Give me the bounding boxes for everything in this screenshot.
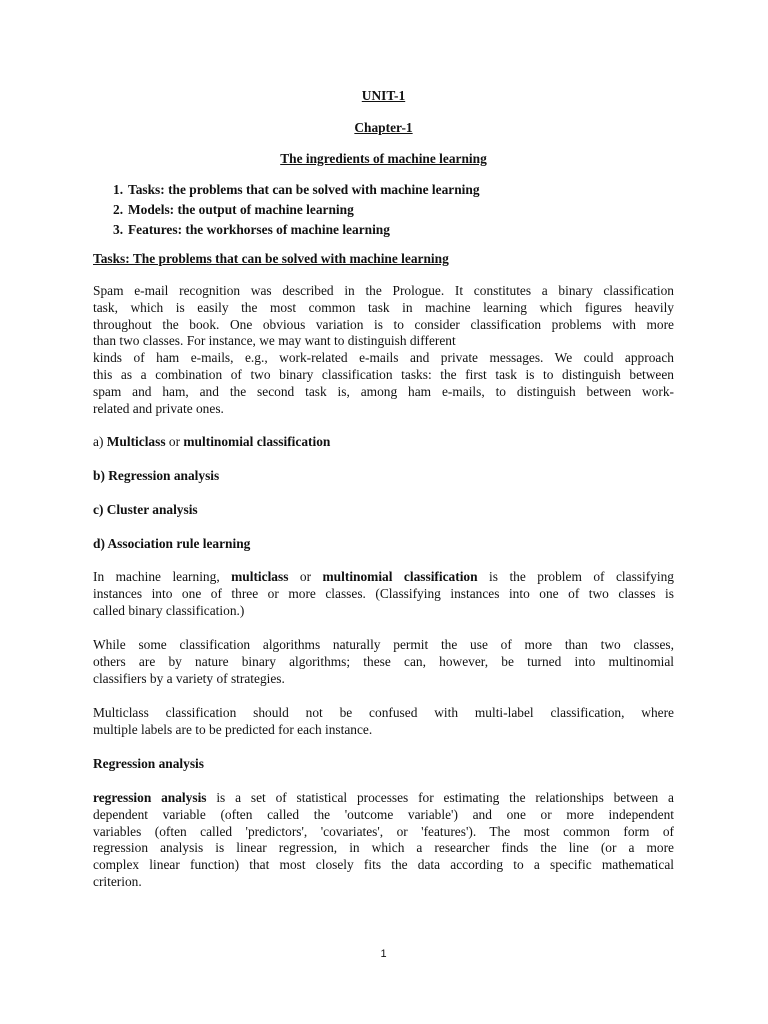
- text-line: Spam e-mail recognition was described in the Prologue. It constitutes a binary classification: [93, 283, 674, 298]
- list-item-number: 3.: [113, 222, 124, 237]
- text-line: called binary classification.): [93, 602, 245, 618]
- text-span: is the problem of classifying: [477, 569, 674, 584]
- paragraph-regression: [93, 790, 674, 891]
- text-line: While some classification algorithms naturally permit the use of more than two classes,: [93, 637, 674, 652]
- list-item: [93, 221, 480, 241]
- text-line: classifiers by a variety of strategies.: [93, 670, 285, 686]
- task-item-c: c) Cluster analysis: [93, 502, 198, 517]
- term-multiclass: multiclass: [231, 569, 289, 584]
- text-line: criterion.: [93, 873, 142, 889]
- list-item: [93, 201, 480, 221]
- unit-heading: UNIT-1: [361, 88, 406, 103]
- intro-list: [93, 181, 480, 241]
- text-line: spam and ham, and the second task is, among ham e-mails, to distinguish between work-: [93, 383, 674, 399]
- text-line: multiple labels are to be predicted for each instance.: [93, 721, 373, 737]
- list-item: [93, 181, 480, 201]
- text-line: instances into one of three or more classes. (Classifying instances into one of two classes is: [93, 585, 674, 601]
- paragraph-algorithms: [93, 637, 674, 687]
- paragraph-spam: [93, 283, 674, 417]
- text-line: [93, 569, 674, 586]
- paragraph-multilabel: [93, 705, 674, 739]
- term-multiclass: Multiclass: [106, 434, 166, 449]
- text-line: related and private ones.: [93, 400, 224, 416]
- list-item-text: Models: the output of machine learning: [128, 202, 354, 217]
- list-item-number: 1.: [113, 182, 124, 197]
- list-item-text: Tasks: the problems that can be solved with machine learning: [128, 182, 480, 197]
- task-item-a: [93, 434, 330, 451]
- text-line: than two classes. For instance, we may want to distinguish different: [93, 333, 456, 349]
- text-span: In machine learning,: [93, 569, 232, 584]
- chapter-heading: Chapter-1: [354, 120, 413, 135]
- task-item-b: b) Regression analysis: [93, 468, 220, 483]
- page-number: 1: [380, 948, 387, 960]
- paragraph-multiclass: [93, 569, 674, 619]
- title-heading: The ingredients of machine learning: [280, 151, 487, 166]
- regression-heading: Regression analysis: [93, 756, 204, 771]
- term-regression-analysis: regression analysis: [93, 790, 207, 805]
- term-multinomial: multinomial classification: [322, 569, 478, 584]
- task-item-prefix: a): [93, 434, 107, 449]
- text-span: or: [288, 569, 323, 584]
- text-line: task, which is easily the most common task in machine learning which figures heavily: [93, 299, 674, 315]
- text-line: Multiclass classification should not be confused with multi-label classification, where: [93, 705, 674, 720]
- text-line: complex linear function) that most closely fits the data according to a specific mathematical: [93, 857, 674, 873]
- connector-text: or: [165, 434, 184, 449]
- text-line: kinds of ham e-mails, e.g., work-related e-mails and private messages. We could approach: [93, 350, 674, 366]
- text-line: variables (often called 'predictors', 'covariates', or 'features'). The most common form of: [93, 823, 674, 839]
- section-heading: Tasks: The problems that can be solved with machine learning: [93, 251, 449, 266]
- text-line: [93, 790, 674, 807]
- text-span: is a set of statistical processes for estimating the relationships between a: [206, 790, 674, 805]
- document-page: [93, 0, 674, 1024]
- list-item-number: 2.: [113, 202, 124, 217]
- text-line: dependent variable (often called the 'outcome variable') and one or more independent: [93, 806, 674, 822]
- term-multinomial: multinomial classification: [183, 434, 331, 449]
- text-line: throughout the book. One obvious variation is to consider classification problems with more: [93, 316, 674, 332]
- text-line: others are by nature binary algorithms; these can, however, be turned into multinomial: [93, 653, 674, 669]
- task-item-d: d) Association rule learning: [93, 536, 251, 551]
- list-item-text: Features: the workhorses of machine learning: [128, 222, 390, 237]
- text-line: this as a combination of two binary classification tasks: the first task is to distinguish between: [93, 366, 674, 382]
- text-line: regression analysis is linear regression, in which a researcher finds the line (or a more: [93, 840, 674, 856]
